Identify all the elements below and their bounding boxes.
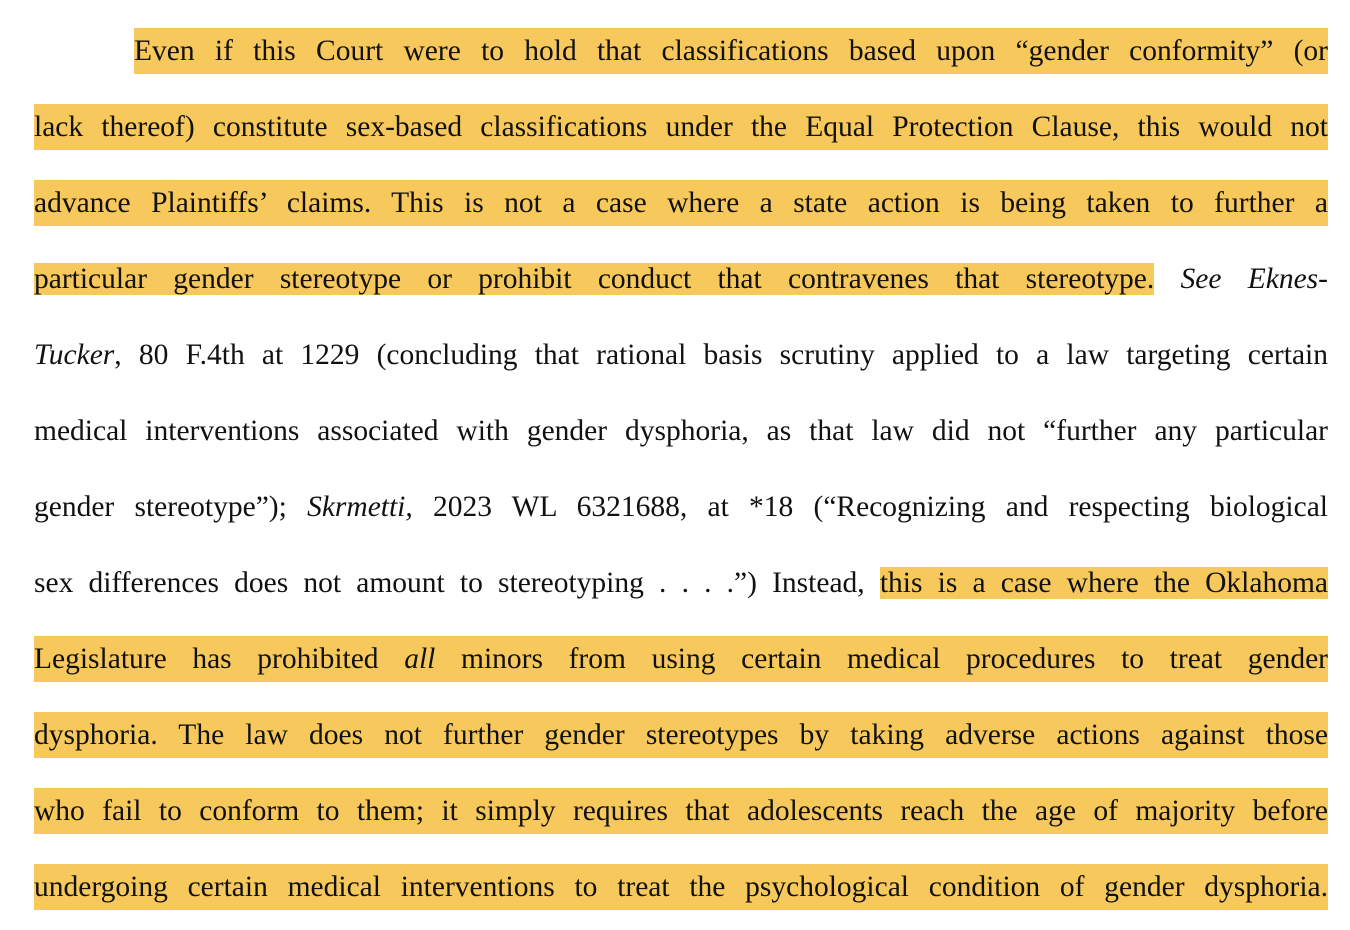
text-line-9 bbox=[34, 636, 1328, 682]
line-6-text: medical interventions associated with gender dysphoria, as that law did not “further any particular bbox=[34, 415, 1328, 447]
line-9-text-a: Legislature has prohibited bbox=[34, 643, 405, 675]
text-line-11 bbox=[34, 788, 1328, 834]
text-line-2 bbox=[34, 104, 1328, 150]
line-4-citation-text: See Eknes- bbox=[1154, 263, 1328, 295]
text-line-7 bbox=[34, 484, 1328, 530]
line-7-text-a: gender stereotype”); bbox=[34, 491, 308, 523]
line-8-highlighted-text: this is a case where the Oklahoma bbox=[879, 567, 1328, 599]
text-line-3 bbox=[34, 180, 1328, 226]
line-8-text: sex differences does not amount to stereotyping . . . .”) Instead, bbox=[34, 567, 880, 599]
line-5-text: , 80 F.4th at 1229 (concluding that rational basis scrutiny applied to a law targeting certain bbox=[114, 339, 1328, 371]
text-line-10 bbox=[34, 712, 1328, 758]
text-line-1 bbox=[134, 28, 1328, 74]
line-4-highlighted-text: particular gender stereotype or prohibit conduct that contravenes that stereotype. bbox=[34, 263, 1155, 295]
text-line-8 bbox=[34, 560, 1328, 606]
line-12-text: undergoing certain medical interventions to treat the psychological condition of gender dysphoria. bbox=[34, 871, 1328, 903]
text-line-6 bbox=[34, 408, 1328, 454]
line-3-text: advance Plaintiffs’ claims. This is not a case where a state action is being taken to further a bbox=[34, 187, 1328, 219]
line-9-text-b: minors from using certain medical procedures to treat gender bbox=[435, 643, 1328, 675]
line-11-text: who fail to conform to them; it simply requires that adolescents reach the age of majority before bbox=[34, 795, 1328, 827]
text-line-12 bbox=[34, 864, 1328, 910]
line-10-text: dysphoria. The law does not further gender stereotypes by taking adverse actions against those bbox=[34, 719, 1328, 751]
text-line-5 bbox=[34, 332, 1328, 378]
text-line-4 bbox=[34, 256, 1328, 302]
line-5-case-name: Tucker bbox=[34, 339, 115, 371]
line-2-text: lack thereof) constitute sex-based classifications under the Equal Protection Clause, this would not bbox=[34, 111, 1328, 143]
line-7-text-b: 2023 WL 6321688, at *18 (“Recognizing and respecting biological bbox=[412, 491, 1328, 523]
line-7-case-name: Skrmetti, bbox=[307, 491, 413, 523]
line-1-text: Even if this Court were to hold that classifications based upon “gender conformity” (or bbox=[134, 35, 1328, 67]
line-9-emphasis: all bbox=[404, 643, 436, 675]
